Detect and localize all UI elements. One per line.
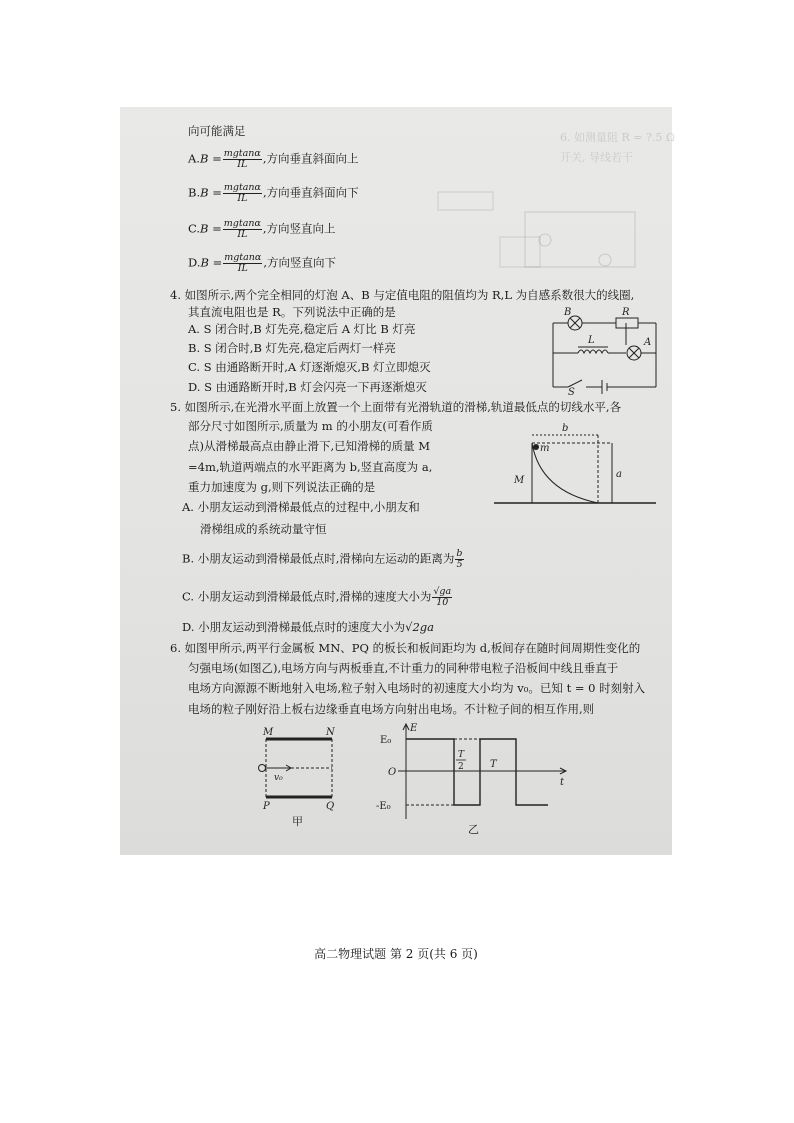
q5-option-d [182,619,434,635]
half-period-den: 2 [458,762,464,772]
bleed-through-text: 6. 如测量阻 R = ?.5 Ω [560,131,675,144]
q5-stem: 5. 如图所示,在光滑水平面上放置一个上面带有光滑轨道的滑梯,轨道最低点的切线水平,各 [170,400,622,414]
q6-plates-diagram [250,725,350,829]
q5-stem: =4m,轨道两端点的水平距离为 b,竖直高度为 a, [188,460,433,474]
option-value: √2ga [405,620,434,634]
period-label: T [490,759,497,770]
plate-n-label: N [326,727,335,738]
q5-stem: 部分尺寸如图所示,质量为 m 的小朋友(可看作质 [188,419,433,433]
q5-option-a-cont: 滑梯组成的系统动量守恒 [200,522,327,536]
fraction: $\frac{√ga}{10}$ [433,586,452,608]
q3-lead: 向可能满足 [188,124,246,138]
option-letter: D. [188,255,201,270]
M-label: M [514,475,525,486]
q4-option-c: C. S 由通路断开时,A 灯逐渐熄灭,B 灯立即熄灭 [188,360,431,374]
coil-label: L [588,335,595,346]
figure-caption-jia: 甲 [292,815,303,828]
switch-label: S [568,387,575,395]
q6-stem: 匀强电场(如图乙),电场方向与两板垂直,不计重力的同种带电粒子沿板间中线且垂直于 [188,661,619,675]
option-letter: C. [188,221,201,236]
q4-circuit-diagram [538,305,664,395]
fraction: $\frac{mgtan\alpha}{IL}$ [224,252,262,274]
q3-option-c [188,219,336,240]
option-letter: A. [188,151,200,166]
q4-stem: 其直流电阻也是 R。下列说法中正确的是 [188,305,396,319]
option-text: ,方向竖直向上 [262,221,336,236]
option-lhs: B = [200,221,222,236]
option-lhs: B = [200,255,223,270]
q4-option-a: A. S 闭合时,B 灯先亮,稳定后 A 灯比 B 灯亮 [188,322,416,336]
option-text: B. 小朋友运动到滑梯最低点时,滑梯向左运动的距离为 [182,551,455,566]
e0-label: E₀ [380,735,392,746]
fraction: $\frac{mgtan\alpha}{IL}$ [223,182,261,204]
q3-option-d [188,253,336,274]
resistor-label: R [622,307,630,318]
plate-m-label: M [263,727,274,738]
q4-stem: 4. 如图所示,两个完全相同的灯泡 A、B 与定值电阻的阻值均为 R,L 为自感系数很大的线圈, [170,288,635,302]
t-axis-label: t [560,777,565,788]
option-text: C. 小朋友运动到滑梯最低点时,滑梯的速度大小为 [182,589,432,604]
plate-p-label: P [263,801,270,812]
q4-option-d: D. S 由通路断开时,B 灯会闪亮一下再逐渐熄灭 [188,380,427,394]
origin-label: O [388,767,397,778]
lamp-a-label: A [644,337,652,348]
v0-label: v₀ [274,773,283,783]
figure-caption-yi: 乙 [468,823,479,836]
q5-option-a: A. 小朋友运动到滑梯最低点的过程中,小朋友和 [182,500,420,514]
lamp-b-label: B [564,307,572,318]
fraction: $\frac{mgtan\alpha}{IL}$ [223,148,261,170]
option-text: ,方向竖直向下 [263,255,336,270]
q4-option-b: B. S 闭合时,B 灯先亮,稳定后两灯一样亮 [188,341,396,355]
m-label: m [540,443,550,454]
option-text: D. 小朋友运动到滑梯最低点时的速度大小为 [182,620,406,634]
q5-option-c [182,587,453,608]
q5-stem: 重力加速度为 g,则下列说法正确的是 [188,480,376,494]
option-letter: B. [188,185,201,200]
q5-option-b [182,549,465,570]
option-text: ,方向垂直斜面向下 [262,185,359,200]
option-lhs: B = [199,151,222,166]
half-period-num: T [458,750,465,760]
option-lhs: B = [200,185,222,200]
bleed-through-figure [430,182,640,282]
page-footer: 高二物理试题 第 2 页(共 6 页) [314,947,478,961]
q5-slide-diagram [492,421,658,509]
fraction: $\frac{b}{5}$ [456,548,463,570]
fraction: $\frac{mgtan\alpha}{IL}$ [223,218,261,240]
a-label: a [616,469,622,480]
neg-e0-label: -E₀ [376,801,391,812]
bleed-through-text: 开关, 导线若干 [560,151,633,164]
q6-stem: 6. 如图甲所示,两平行金属板 MN、PQ 的板长和板间距均为 d,板间存在随时间周期性变化的 [170,641,641,655]
q3-option-a [188,149,358,170]
b-label: b [562,423,569,434]
q6-field-graph [376,719,572,837]
q5-stem: 点)从滑梯最高点由静止滑下,已知滑梯的质量 M [188,439,431,453]
q6-stem: 电场方向源源不断地射入电场,粒子射入电场时的初速度大小均为 v₀。已知 t = 0 时刻射入 [188,681,646,695]
child-mass-dot [533,444,539,450]
q3-option-b [188,183,359,204]
photographed-page [120,107,675,961]
plate-q-label: Q [326,801,335,812]
option-text: ,方向垂直斜面向上 [262,151,359,166]
q6-stem: 电场的粒子刚好沿上板右边缘垂直电场方向射出电场。不计粒子间的相互作用,则 [188,702,595,716]
e-axis-label: E [410,723,418,734]
